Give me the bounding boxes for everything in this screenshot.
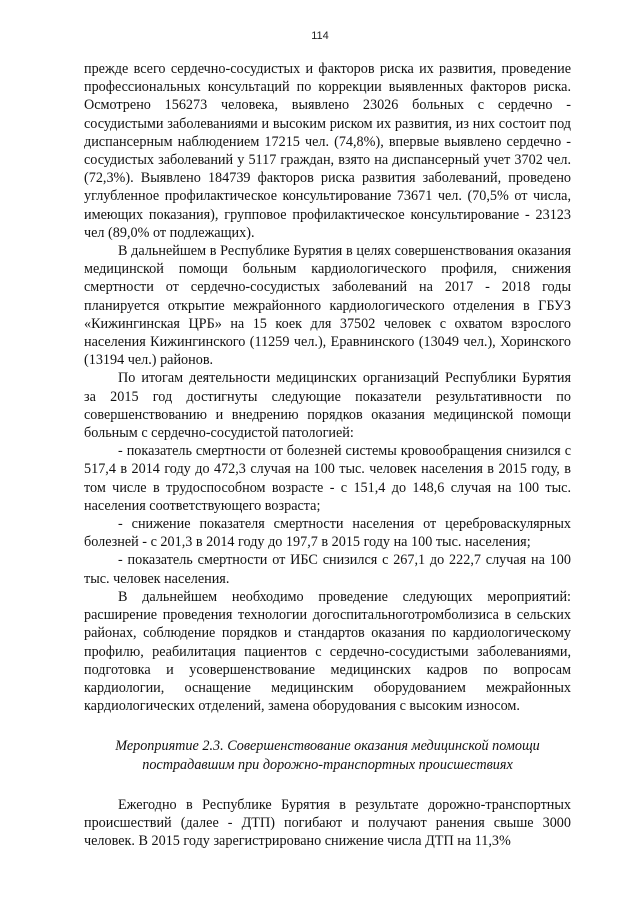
section-heading: Мероприятие 2.3. Совершенствование оказания медицинской помощи пострадавшим при дорожно-транспортных происшествиях [115,738,540,773]
paragraph-further-measures: В дальнейшем необходимо проведение следующих мероприятий: расширение проведения технологии догоспитальноготромболизиса в сельских районах, соблюдение порядков и стандартов оказания по кардиологическому профилю, реабилитация пациентов с сердечно-сосудистыми заболеваниями, подготовка и усовершенствование медицинских кадров по вопросам кардиологии, оснащение медицинским оборудованием межрайонных кардиологических отделений, замена оборудования с высоким износом. [84,588,571,715]
paragraph-cardiology-plans: В дальнейшем в Республике Бурятия в целях совершенствования оказания медицинской помощи больным кардиологического профиля, снижения смертности от сердечно-сосудистых заболеваний на 2017 - 2018 годы планируется открытие межрайонного кардиологического отделения в ГБУЗ «Кижингинская ЦРБ» на 15 коек для 37502 человек с охватом взрослого населения Кижингинского (11259 чел.), Еравнинского (13049 чел.), Хоринского (13194 чел.) районов. [84,243,571,369]
page-number: 114 [311,30,329,42]
paragraph-mortality-circulatory: - показатель смертности от болезней системы кровообращения снизился с 517,4 в 2014 году до 472,3 случая на 100 тыс. человек населения в 2015 году, в том числе в трудоспособном возрасте - с 151,4 до 148,6 случая на 100 тыс. населения соответствующего возраста; [84,443,571,514]
paragraph-mortality-ihd: - показатель смертности от ИБС снизился с 267,1 до 222,7 случая на 100 тыс. человек населения. [84,552,571,587]
paragraph-results-intro: По итогам деятельности медицинских организаций Республики Бурятия за 2015 год достигнуты следующие показатели результативности по совершенствованию и внедрению порядков оказания медицинской помощи больным с сердечно-сосудистой патологией: [84,370,571,442]
paragraph-continuation: прежде всего сердечно-сосудистых и факторов риска их развития, проведение профессиональных консультаций по коррекции выявленных факторов риска. Осмотрено 156273 человека, выявлено 23026 больных с сердечно - сосудистыми заболеваниями и высоким риском их развития, из них состоит под диспансерным наблюдением 17215 чел. (74,8%), впервые выявлено сердечно - сосудистых заболеваний у 5117 граждан, взято на диспансерный учет 3702 чел. (72,3%). Выявлено 184739 факторов риска развития заболеваний, проведено углубленное профилактическое консультирование 73671 чел. (70,5% от числа, имеющих показания), групповое профилактическое консультирование - 23123 чел (89,0% от подлежащих). [84,61,571,241]
paragraph-mortality-cerebrovascular: - снижение показателя смертности населения от цереброваскулярных болезней - с 201,3 в 2014 году до 197,7 в 2015 году на 100 тыс. населения; [84,516,571,551]
paragraph-road-accidents: Ежегодно в Республике Бурятия в результате дорожно-транспортных происшествий (далее - ДТП) погибают и получают ранения свыше 3000 человек. В 2015 году зарегистрировано снижение числа ДТП на 11,3% [84,796,571,850]
document-body [84,60,571,850]
